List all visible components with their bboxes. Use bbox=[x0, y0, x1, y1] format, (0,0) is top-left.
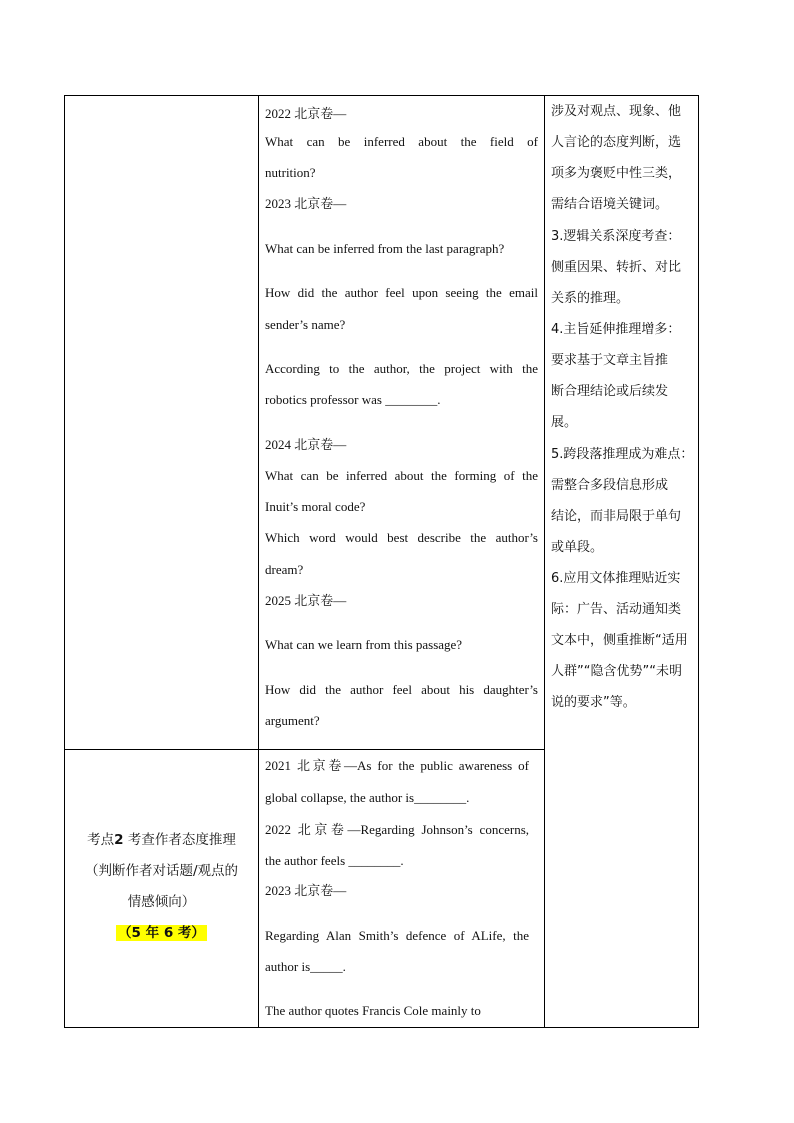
analysis-line: 需整合多段信息形成 bbox=[551, 478, 669, 493]
left-cell-row2 bbox=[65, 825, 258, 949]
topic-title bbox=[65, 825, 258, 856]
question-line: argument? bbox=[265, 713, 320, 728]
question-line: 2023 北京卷— bbox=[265, 883, 347, 898]
question-line: Which word would best describe the author’s bbox=[265, 530, 538, 545]
column-divider-1 bbox=[258, 95, 259, 1028]
question-line: According to the author, the project with the bbox=[265, 361, 538, 376]
question-line: How did the author feel about his daughter’s bbox=[265, 682, 538, 697]
analysis-line: 人言论的态度判断，选 bbox=[551, 135, 682, 150]
question-line: What can be inferred about the forming of the bbox=[265, 468, 538, 483]
analysis-line: 或单段。 bbox=[551, 540, 604, 555]
topic-title-text: 考查作者态度推理 bbox=[123, 832, 236, 848]
analysis-line: 展。 bbox=[551, 415, 578, 430]
topic-desc-line1: （判断作者对话题/观点的 bbox=[84, 863, 239, 879]
question-line: 2022 北京卷—Regarding Johnson’s concerns, bbox=[265, 822, 529, 837]
question-line: sender’s name? bbox=[265, 317, 346, 332]
question-line: What can be inferred from the last paragraph? bbox=[265, 241, 505, 256]
analysis-line: 关系的推理。 bbox=[551, 291, 630, 306]
question-line: author is_____. bbox=[265, 959, 346, 974]
analysis-line: 人群”“隐含优势”“未明 bbox=[551, 664, 682, 679]
table-border-top bbox=[64, 95, 699, 96]
analysis-line: 际：广告、活动通知类 bbox=[551, 602, 682, 617]
analysis-line: 结论，而非局限于单句 bbox=[551, 509, 682, 524]
topic-number: 2 bbox=[114, 832, 124, 848]
question-line: 2023 北京卷— bbox=[265, 196, 347, 211]
topic-desc-line2: 情感倾向） bbox=[127, 894, 196, 910]
analysis-line: 项多为褒贬中性三类， bbox=[551, 166, 682, 181]
question-line: 2021 北京卷—As for the public awareness of bbox=[265, 758, 529, 773]
question-line: The author quotes Francis Cole mainly to bbox=[265, 1003, 481, 1018]
analysis-line: 5.跨段落推理成为难点： bbox=[551, 447, 694, 462]
question-line: dream? bbox=[265, 562, 304, 577]
analysis-line: 侧重因果、转折、对比 bbox=[551, 260, 682, 275]
question-line: nutrition? bbox=[265, 165, 316, 180]
question-line: How did the author feel upon seeing the email bbox=[265, 285, 538, 300]
topic-prefix: 考点 bbox=[87, 832, 115, 848]
frequency-badge: （5 年 6 考） bbox=[118, 925, 205, 941]
analysis-line: 3.逻辑关系深度考查： bbox=[551, 229, 681, 244]
question-line: the author feels ________. bbox=[265, 853, 404, 868]
question-line: What can we learn from this passage? bbox=[265, 637, 463, 652]
analysis-line: 需结合语境关键词。 bbox=[551, 197, 669, 212]
analysis-line: 4.主旨延伸推理增多： bbox=[551, 322, 681, 337]
question-line: 2024 北京卷— bbox=[265, 437, 347, 452]
question-line: Regarding Alan Smith’s defence of ALife, the bbox=[265, 928, 529, 943]
question-line: Inuit’s moral code? bbox=[265, 499, 366, 514]
analysis-line: 要求基于文章主旨推 bbox=[551, 353, 669, 368]
analysis-line: 文本中，侧重推断“适用 bbox=[551, 633, 688, 648]
table-border-bottom bbox=[64, 1027, 699, 1028]
question-line: 2022 北京卷— bbox=[265, 106, 347, 121]
analysis-line: 断合理结论或后续发 bbox=[551, 384, 669, 399]
question-line: global collapse, the author is________. bbox=[265, 790, 470, 805]
analysis-line: 涉及对观点、现象、他 bbox=[551, 104, 682, 119]
analysis-line: 说的要求”等。 bbox=[551, 695, 636, 710]
question-line: 2025 北京卷— bbox=[265, 593, 347, 608]
column-divider-2 bbox=[544, 95, 545, 1028]
question-line: robotics professor was ________. bbox=[265, 392, 441, 407]
question-line: What can be inferred about the field of bbox=[265, 134, 538, 149]
analysis-line: 6.应用文体推理贴近实 bbox=[551, 571, 681, 586]
row-divider bbox=[64, 749, 545, 750]
table-border-right bbox=[698, 95, 699, 1028]
frequency-badge-row bbox=[65, 918, 258, 949]
